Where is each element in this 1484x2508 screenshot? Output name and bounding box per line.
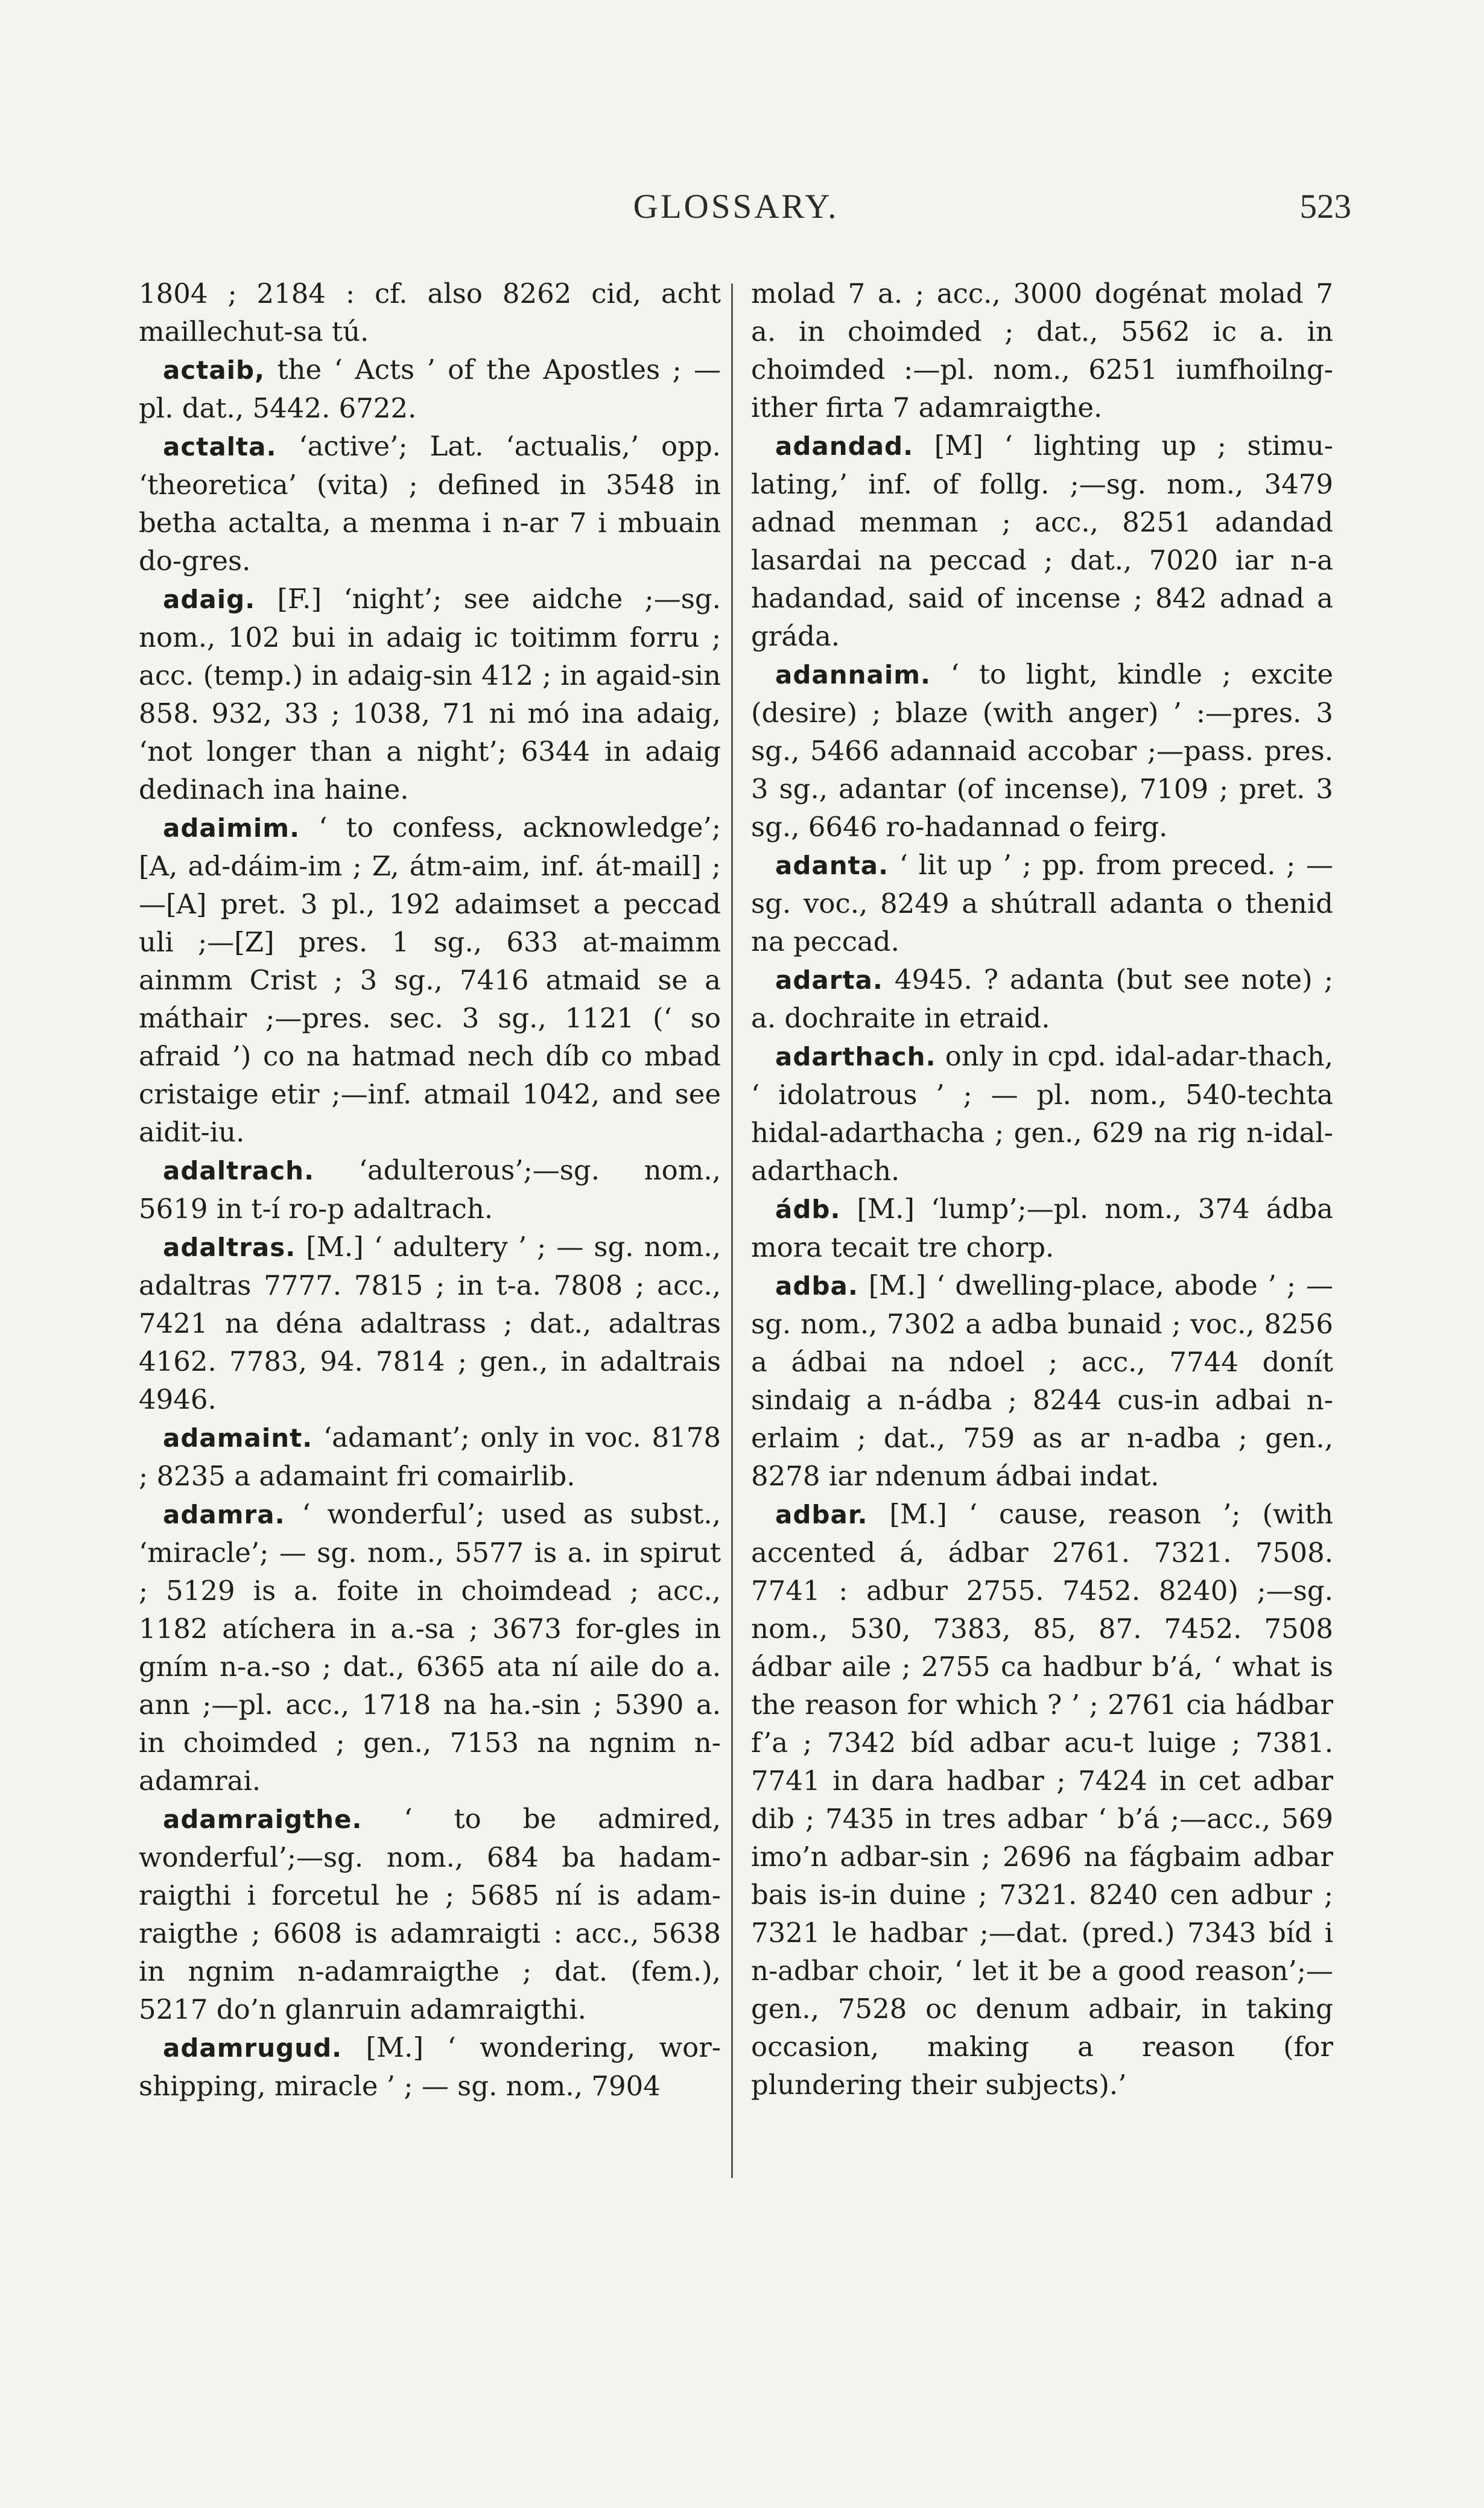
entry-body: [F.] ‘night’; see aidche ;—sg. nom., 102 bui in adaig ic toitimm forru ; acc. (temp.) in adaig-sin 412 ; in agaid-sin 858. 932, 33 ; 1038, 71 ni mó ina adaig, ‘not longer than a night’; 6344 in adaig dedinach ina haine. [139, 583, 721, 805]
entry-headword: adandad. [775, 431, 914, 461]
entry-continuation [751, 275, 1333, 427]
entry-body: ‘ lit up ’ ; pp. from preced. ; —sg. voc., 8249 a shútrall adanta o thenid na peccad. [751, 849, 1333, 957]
entry-headword: adamraigthe. [163, 1805, 363, 1834]
glossary-entry [139, 351, 721, 427]
entry-body: ‘ to light, kindle ; excite (desire) ; blaze (with anger) ’ :—pres. 3 sg., 5466 adannaid accobar ;—pass. pres. 3 sg., adantar (of incense), 7109 ; pret. 3 sg., 6646 ro-hadannad o feirg. [751, 658, 1333, 843]
glossary-entry [751, 1266, 1333, 1495]
left-column [139, 275, 721, 2105]
entry-body: molad 7 a. ; acc., 3000 dogénat molad 7 a. in choimded ; dat., 5562 ic a. in choimded :—pl. nom., 6251 iumfhoilng-ither firta 7 adamraigthe. [751, 278, 1333, 424]
entry-body: [M.] ‘ wondering, wor-shipping, miracle ’ ; — sg. nom., 7904 [139, 2031, 721, 2102]
column-divider [731, 284, 733, 2178]
entry-body: ‘adamant’; only in voc. 8178 ; 8235 a adamaint fri comairlib. [139, 1421, 721, 1492]
entry-body: [M] ‘ lighting up ; stimu-lating,’ inf. of follg. ;—sg. nom., 3479 adnad menman ; acc., 8251 adandad lasardai na peccad ; dat., 7020 iar n-a hadandad, said of incense ; 842 adnad a gráda. [751, 430, 1333, 652]
entry-body: [M.] ‘ cause, reason ’; (with accented á, ádbar 2761. 7321. 7508. 7741 : adbur 2755. 7452. 8240) ;—sg. nom., 530, 7383, 85, 87. 7452. 7508 ádbar aile ; 2755 ca hadbur b’á, ‘ what is the reason for which ? ’ ; 2761 cia hádbar f’a ; 7342 bíd adbar acu-t luige ; 7381. 7741 in dara hadbar ; 7424 in cet adbar dib ; 7435 in tres adbar ‘ b’á ;—acc., 569 imo’n adbar-sin ; 2696 na fágbaim adbar bais is-in duine ; 7321. 8240 cen adbur ; 7321 le hadbar ;—dat. (pred.) 7343 bíd i n-adbar choir, ‘ let it be a good reason’;—gen., 7528 oc denum adbair, in taking occasion, making a reason (for plundering their subjects).’ [751, 1498, 1333, 2101]
entry-body: ‘active’; Lat. ‘actualis,’ opp. ‘theoretica’ (vita) ; defined in 3548 in betha actalta, a menma i n-ar 7 i mbuain do-gres. [139, 430, 721, 577]
glossary-entry [139, 1800, 721, 2028]
glossary-entry [751, 1495, 1333, 2104]
entry-body: ‘ to confess, acknowledge’; [A, ad-dáim-im ; Z, átm-aim, inf. át-mail] ;—[A] pret. 3 pl., 192 adaimset a peccad uli ;—[Z] pres. 1 sg., 633 at-maimm ainmm Crist ; 3 sg., 7416 atmaid se a máthair ;—pres. sec. 3 sg., 1121 (‘ so afraid ’) co na hatmad nech díb co mbad cristaige etir ;—inf. atmail 1042, and see aidit-iu. [139, 811, 721, 1148]
entry-body: ‘ to be admired, wonderful’;—sg. nom., 684 ba hadam-raigthi i forcetul he ; 5685 ní is adam-raigthe ; 6608 is adamraigti : acc., 5638 in ngnim n-adamraigthe ; dat. (fem.), 5217 do’n glanruin adamraigthi. [139, 1803, 721, 2025]
entry-continuation [139, 275, 721, 351]
entry-headword: adaimim. [163, 813, 300, 843]
glossary-entry [139, 808, 721, 1151]
glossary-entry [139, 1418, 721, 1495]
running-header-title: GLOSSARY. [633, 188, 839, 226]
entry-headword: actalta. [163, 432, 277, 462]
entry-headword: ádb. [775, 1195, 841, 1224]
entry-body: [M.] ‘ dwelling-place, abode ’ ; —sg. nom., 7302 a adba bunaid ; voc., 8256 a ádbai na ndoel ; acc., 7744 donít sindaig a n-ádba ; 8244 cus-in adbai n-erlaim ; dat., 759 as ar n-adba ; gen., 8278 iar ndenum ádbai indat. [751, 1269, 1333, 1492]
glossary-entry [751, 960, 1333, 1037]
entry-body: ‘adulterous’;—sg. nom., 5619 in t-í ro-p adaltrach. [139, 1154, 721, 1225]
entry-headword: adamra. [163, 1500, 285, 1529]
entry-headword: adannaim. [775, 660, 931, 690]
glossary-entry [751, 1037, 1333, 1190]
glossary-entry [139, 427, 721, 580]
page-number: 523 [1299, 188, 1351, 226]
glossary-entry [139, 2028, 721, 2105]
glossary-entry [751, 1190, 1333, 1266]
glossary-entry [139, 1151, 721, 1228]
entry-body: [M.] ‘lump’;—pl. nom., 374 ádba mora tecait tre chorp. [751, 1193, 1333, 1263]
entry-body: 1804 ; 2184 : cf. also 8262 cid, acht maillechut-sa tú. [139, 278, 721, 348]
entry-headword: actaib, [163, 355, 265, 385]
glossary-entry [139, 1228, 721, 1418]
entry-headword: adamrugud. [163, 2033, 343, 2063]
entry-body: ‘ wonderful’; used as subst., ‘miracle’; — sg. nom., 5577 is a. in spirut ; 5129 is a. foite in choimdead ; acc., 1182 atíchera in a.-sa ; 3673 for-gles in gním n-a.-so ; dat., 6365 ata ní aile do a. ann ;—pl. acc., 1718 na ha.-sin ; 5390 a. in choimded ; gen., 7153 na ngnim n-adamrai. [139, 1498, 721, 1797]
entry-headword: adaltrach. [163, 1156, 315, 1186]
entry-headword: adaig. [163, 585, 256, 614]
glossary-entry [751, 427, 1333, 655]
entry-headword: adarta. [775, 965, 883, 995]
entry-body: 4945. ? adanta (but see note) ; a. dochraite in etraid. [751, 964, 1333, 1034]
entry-headword: adbar. [775, 1500, 868, 1529]
entry-headword: adba. [775, 1271, 858, 1301]
glossary-entry [751, 846, 1333, 960]
entry-body: only in cpd. idal-adar-thach, ‘ idolatrous ’ ; — pl. nom., 540-techta hidal-adarthacha ; gen., 629 na rig n-idal-adarthach. [751, 1040, 1333, 1187]
entry-body: [M.] ‘ adultery ’ ; — sg. nom., adaltras 7777. 7815 ; in t-a. 7808 ; acc., 7421 na déna adaltrass ; dat., adaltras 4162. 7783, 94. 7814 ; gen., in adaltrais 4946. [139, 1231, 721, 1415]
right-column [751, 275, 1333, 2104]
entry-headword: adaltras. [163, 1233, 296, 1262]
glossary-entry [139, 580, 721, 808]
entry-headword: adarthach. [775, 1042, 936, 1071]
glossary-entry [751, 655, 1333, 846]
entry-headword: adamaint. [163, 1423, 313, 1453]
entry-body: the ‘ Acts ’ of the Apostles ; —pl. dat., 5442. 6722. [139, 354, 721, 424]
glossary-entry [139, 1495, 721, 1800]
entry-headword: adanta. [775, 851, 889, 880]
